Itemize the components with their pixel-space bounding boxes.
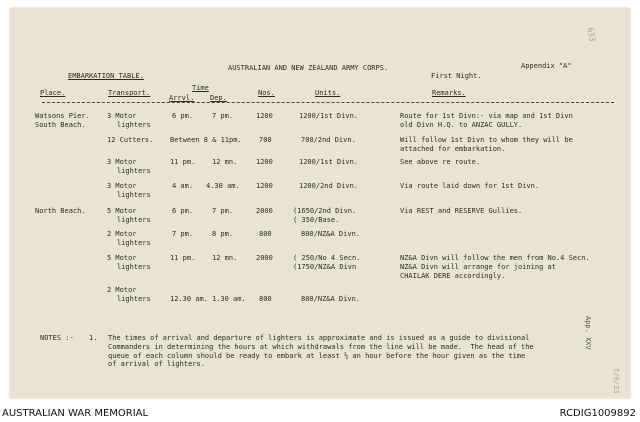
row-nos: 700 (259, 136, 272, 144)
header-remarks: Remarks. (432, 89, 466, 97)
appendix-label: Appendix "A" (521, 62, 572, 70)
row-nos: 1200 (256, 112, 273, 120)
row-departure: 12 mn. (212, 254, 238, 262)
header-place: Place. (40, 89, 66, 97)
pencil-page-number: 633 (585, 26, 597, 43)
row-arrival: 12.30 am. (170, 295, 208, 303)
row-transport: 5 Motor (107, 254, 137, 262)
row-transport-line2: lighters (117, 191, 151, 199)
row-units: (1650/2nd Divn. (293, 207, 357, 215)
notes-line: of arrival of lighters. (108, 360, 205, 368)
row-remark: See above re route. (400, 158, 481, 166)
row-units: 800/NZ&A Divn. (301, 230, 361, 238)
row-nos: 1200 (256, 158, 273, 166)
notes-label: NOTES :- (40, 334, 74, 342)
header-nos: Nos. (258, 89, 275, 97)
row-arrival: 11 pm. (170, 254, 196, 262)
side-reference-app: App. XXV (584, 316, 592, 350)
row-departure: 1.30 am. (212, 295, 246, 303)
row-remark: Route for 1st Divn:- via map and 1st Divn (400, 112, 573, 120)
row-nos: 2000 (256, 207, 273, 215)
side-reference-pencil: T/9/33 (612, 368, 620, 394)
row-arrival: 7 pm. (172, 230, 194, 238)
row-units: 800/NZ&A Divn. (301, 295, 361, 303)
row-nos: 800 (259, 295, 272, 303)
footer-source: AUSTRALIAN WAR MEMORIAL (2, 408, 149, 419)
notes-line: The times of arrival and departure of lighters is approximate and is issued as a guide to divisional (108, 334, 530, 342)
row-remark: Via REST and RESERVE Gullies. (400, 207, 523, 215)
footer-id: RCDIG1009892 (559, 408, 636, 419)
row-transport-line2: lighters (117, 263, 151, 271)
row-nos: 1200 (256, 182, 273, 190)
header-dep: Dep. (210, 94, 227, 102)
row-arrival: Between 8 & 11pm. (170, 136, 242, 144)
row-nos: 800 (259, 230, 272, 238)
row-arrival: 6 pm. (172, 112, 194, 120)
row-remark: NZ&A Divn will follow the men from No.4 Secn. (400, 254, 590, 262)
row-transport-line2: lighters (117, 239, 151, 247)
row-units: 1200/1st Divn. (299, 158, 359, 166)
row-remark: Will follow 1st Divn to whom they will be (400, 136, 573, 144)
row-remark-line2: old Divn H.Q. to ANZAC GULLY. (400, 121, 523, 129)
header-units: Units. (315, 89, 341, 97)
row-departure: 12 mn. (212, 158, 238, 166)
notes-line: Commanders in determining the hours at which withdrawals from the line will be made. The head of the (108, 343, 534, 351)
row-arrival: 4 am. (172, 182, 194, 190)
row-transport: 3 Motor (107, 182, 137, 190)
row-remark-line3: CHAILAK DERE accordingly. (400, 272, 506, 280)
row-transport: 5 Motor (107, 207, 137, 215)
header-arrvl: Arrvl. (169, 94, 195, 102)
row-units: 1200/1st Divn. (299, 112, 359, 120)
row-transport-line2: lighters (117, 167, 151, 175)
row-departure: 8 pm. (212, 230, 234, 238)
row-transport: 2 Motor (107, 286, 137, 294)
row-units: ( 250/No 4 Secn. (293, 254, 361, 262)
row-departure: 7 pm. (212, 112, 234, 120)
row-transport: 2 Motor (107, 230, 137, 238)
embarkation-table-title: EMBARKATION TABLE. (68, 72, 144, 80)
row-nos: 2000 (256, 254, 273, 262)
first-night-label: First Night. (431, 72, 482, 80)
row-arrival: 6 pm. (172, 207, 194, 215)
row-departure: 7 pm. (212, 207, 234, 215)
row-transport: 3 Motor (107, 112, 137, 120)
row-units-line2: (1750/NZ&A Divn (293, 263, 357, 271)
notes-number: 1. (89, 334, 98, 342)
row-transport: 12 Cutters. (107, 136, 154, 144)
row-units: 1200/2nd Divn. (299, 182, 359, 190)
document-title: AUSTRALIAN AND NEW ZEALAND ARMY CORPS. (228, 64, 389, 72)
header-transport: Transport. (108, 89, 151, 97)
row-remark-line2: attached for embarkation. (400, 145, 506, 153)
row-transport-line2: lighters (117, 295, 151, 303)
row-arrival: 11 pm. (170, 158, 196, 166)
row-remark: Via route laid down for 1st Divn. (400, 182, 540, 190)
header-divider (42, 102, 614, 103)
row-transport: 3 Motor (107, 158, 137, 166)
row-place-line2: South Beach. (35, 121, 86, 129)
row-place: Watsons Pier. (35, 112, 90, 120)
row-transport-line2: lighters (117, 121, 151, 129)
row-place: North Beach. (35, 207, 86, 215)
row-units: 700/2nd Divn. (301, 136, 356, 144)
row-units-line2: ( 350/Base. (293, 216, 340, 224)
row-departure: 4.30 am. (206, 182, 240, 190)
header-time: Time (192, 84, 209, 92)
row-transport-line2: lighters (117, 216, 151, 224)
row-remark-line2: NZ&A Divn will arrange for joining at (400, 263, 556, 271)
notes-line: queue of each column should be ready to embark at least ½ an hour before the hour given as the time (108, 352, 526, 360)
